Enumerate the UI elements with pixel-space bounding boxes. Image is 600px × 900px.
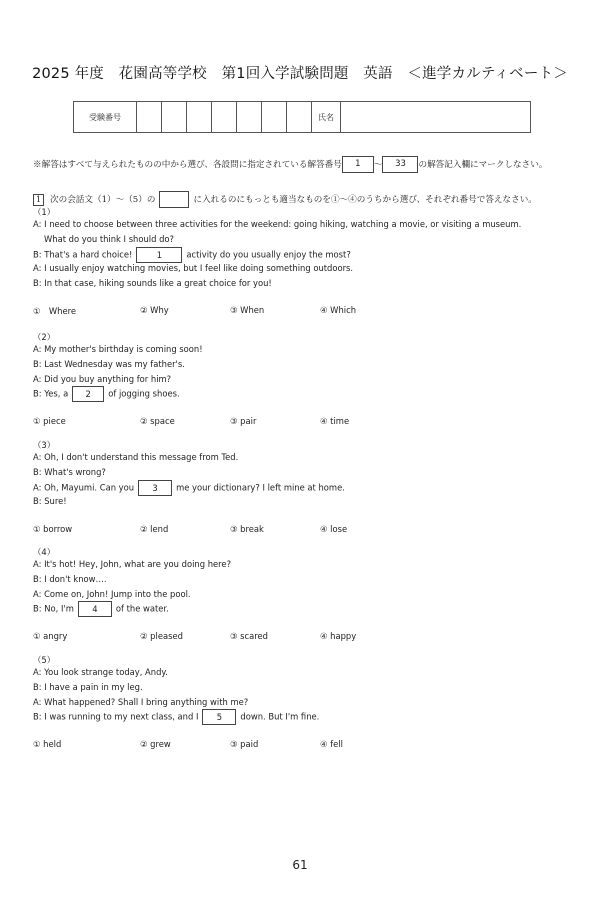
dialogue-line: [33, 587, 191, 602]
line-text-after: of the water.: [115, 603, 169, 614]
dialogue-line: [33, 480, 345, 496]
exam-number-cell[interactable]: [237, 102, 262, 133]
section-text-end: に入れるのにもっとも適当なものを①～④のうちから選び、それぞれ番号で答えなさい。: [193, 195, 537, 205]
line-text: A: My mother's birthday is coming soon!: [33, 344, 203, 354]
dialogue-line: [33, 357, 185, 372]
dialogue-line: [33, 247, 351, 263]
line-text: A: It's hot! Hey, John, what are you doing here?: [33, 559, 232, 569]
tilde: ～: [373, 160, 383, 170]
dialogue-line: [33, 372, 171, 387]
section-number: 1: [33, 194, 44, 206]
answer-blank: 1: [136, 247, 182, 263]
dialogue-line: [33, 261, 353, 276]
line-text: B: That's a hard choice!: [33, 249, 133, 260]
section-text: 次の会話文（1）～（5）の: [50, 195, 156, 205]
question-label: （2）: [33, 332, 56, 342]
line-text: B: In that case, hiking sounds like a great choice for you!: [33, 278, 272, 289]
answer-option: ④ time: [320, 416, 350, 427]
dialogue-line: [33, 494, 67, 509]
answer-option: ③ paid: [230, 739, 259, 750]
answer-option: ③ scared: [230, 631, 268, 642]
answer-option: ① angry: [33, 631, 68, 642]
line-text: A: I need to choose between three activities for the weekend: going hiking, watching a movie, or visiting a museum.: [33, 219, 522, 229]
answer-option: ① Where: [33, 306, 77, 316]
dialogue-line: [33, 695, 248, 710]
instruction-text: ※解答はすべて与えられたものの中から選び、各設問に指定されている解答番号: [33, 160, 342, 170]
line-text: B: I was running to my next class, and I: [33, 711, 199, 722]
dialogue-line: [33, 680, 143, 695]
question-label: （3）: [33, 440, 56, 450]
line-text: B: Last Wednesday was my father's.: [33, 358, 185, 369]
line-text: A: Oh, I don't understand this message from Ted.: [33, 452, 239, 462]
answer-option: ② space: [140, 416, 175, 427]
answer-option: ③ pair: [230, 416, 257, 427]
line-text-after: activity do you usually enjoy the most?: [186, 249, 351, 260]
dialogue-line: [33, 572, 107, 587]
dialogue-line: [33, 342, 203, 357]
answer-option: ④ lose: [320, 524, 348, 535]
dialogue-line: [33, 450, 238, 465]
answer-option: ② pleased: [140, 631, 183, 642]
dialogue-line: [33, 217, 521, 232]
answer-blank: 2: [72, 386, 104, 402]
exam-number-cell[interactable]: [212, 102, 237, 133]
line-text-after: me your dictionary? I left mine at home.: [176, 482, 345, 493]
page-number: 61: [292, 858, 308, 872]
answer-blank: 5: [202, 709, 236, 725]
answer-option: ③ When: [230, 305, 265, 315]
line-text: A: Did you buy anything for him?: [33, 373, 172, 384]
question-label: （5）: [33, 655, 56, 665]
dialogue-line: [33, 665, 168, 680]
line-text: A: You look strange today, Andy.: [33, 667, 168, 677]
exam-number-cell[interactable]: [262, 102, 287, 133]
answer-option: ④ happy: [320, 631, 357, 642]
question-label: （4）: [33, 547, 56, 557]
dialogue-line: [33, 276, 272, 291]
name-label: 氏名: [312, 102, 341, 133]
exam-number-cell[interactable]: [162, 102, 187, 133]
dialogue-line: [33, 709, 319, 725]
instruction-text-end: の解答記入欄にマークしなさい。: [418, 160, 548, 170]
dialogue-line: [33, 386, 180, 402]
line-text: B: Sure!: [33, 496, 67, 507]
answer-blank: 3: [138, 480, 172, 496]
answer-option: ② Why: [140, 305, 169, 315]
exam-number-cell[interactable]: [137, 102, 162, 133]
page-title: 2025 年度 花園高等学校 第1回入学試験問題 英語 ＜進学カルティベート＞: [32, 66, 568, 82]
line-text-after: of jogging shoes.: [108, 388, 180, 399]
answer-option: ④ Which: [320, 305, 356, 315]
line-text-after: down. But I'm fine.: [240, 711, 320, 722]
answer-option: ① held: [33, 739, 62, 750]
question-label: （1）: [33, 207, 56, 217]
answer-range-start: 1: [342, 156, 374, 173]
instruction: [33, 156, 547, 173]
line-text: A: Come on, John! Jump into the pool.: [33, 588, 191, 599]
line-text: What do you think I should do?: [44, 233, 174, 244]
line-text: A: What happened? Shall I bring anything with me?: [33, 696, 249, 707]
dialogue-line: [33, 601, 169, 617]
id-table: [73, 101, 531, 133]
line-text: B: What's wrong?: [33, 466, 106, 477]
answer-option: ② grew: [140, 739, 171, 750]
dialogue-line: [33, 557, 231, 572]
exam-number-label: 受験番号: [74, 102, 137, 133]
section-heading: [33, 191, 537, 208]
dialogue-line: [44, 232, 174, 247]
answer-option: ② lend: [140, 524, 169, 535]
exam-number-cell[interactable]: [287, 102, 312, 133]
answer-option: ① borrow: [33, 524, 73, 535]
line-text: A: Oh, Mayumi. Can you: [33, 482, 135, 493]
answer-option: ④ fell: [320, 739, 343, 750]
answer-blank: 4: [78, 601, 112, 617]
line-text: B: I don't know….: [33, 573, 107, 584]
answer-option: ③ break: [230, 524, 264, 535]
line-text: A: I usually enjoy watching movies, but I feel like doing something outdoors.: [33, 263, 354, 274]
line-text: B: No, I'm: [33, 603, 74, 614]
exam-number-cell[interactable]: [187, 102, 212, 133]
answer-option: ① piece: [33, 416, 66, 427]
line-text: B: Yes, a: [33, 388, 69, 399]
line-text: B: I have a pain in my leg.: [33, 681, 143, 692]
blank-example: [159, 191, 189, 208]
name-cell[interactable]: [341, 102, 531, 133]
answer-range-end: 33: [382, 156, 418, 173]
dialogue-line: [33, 465, 106, 480]
